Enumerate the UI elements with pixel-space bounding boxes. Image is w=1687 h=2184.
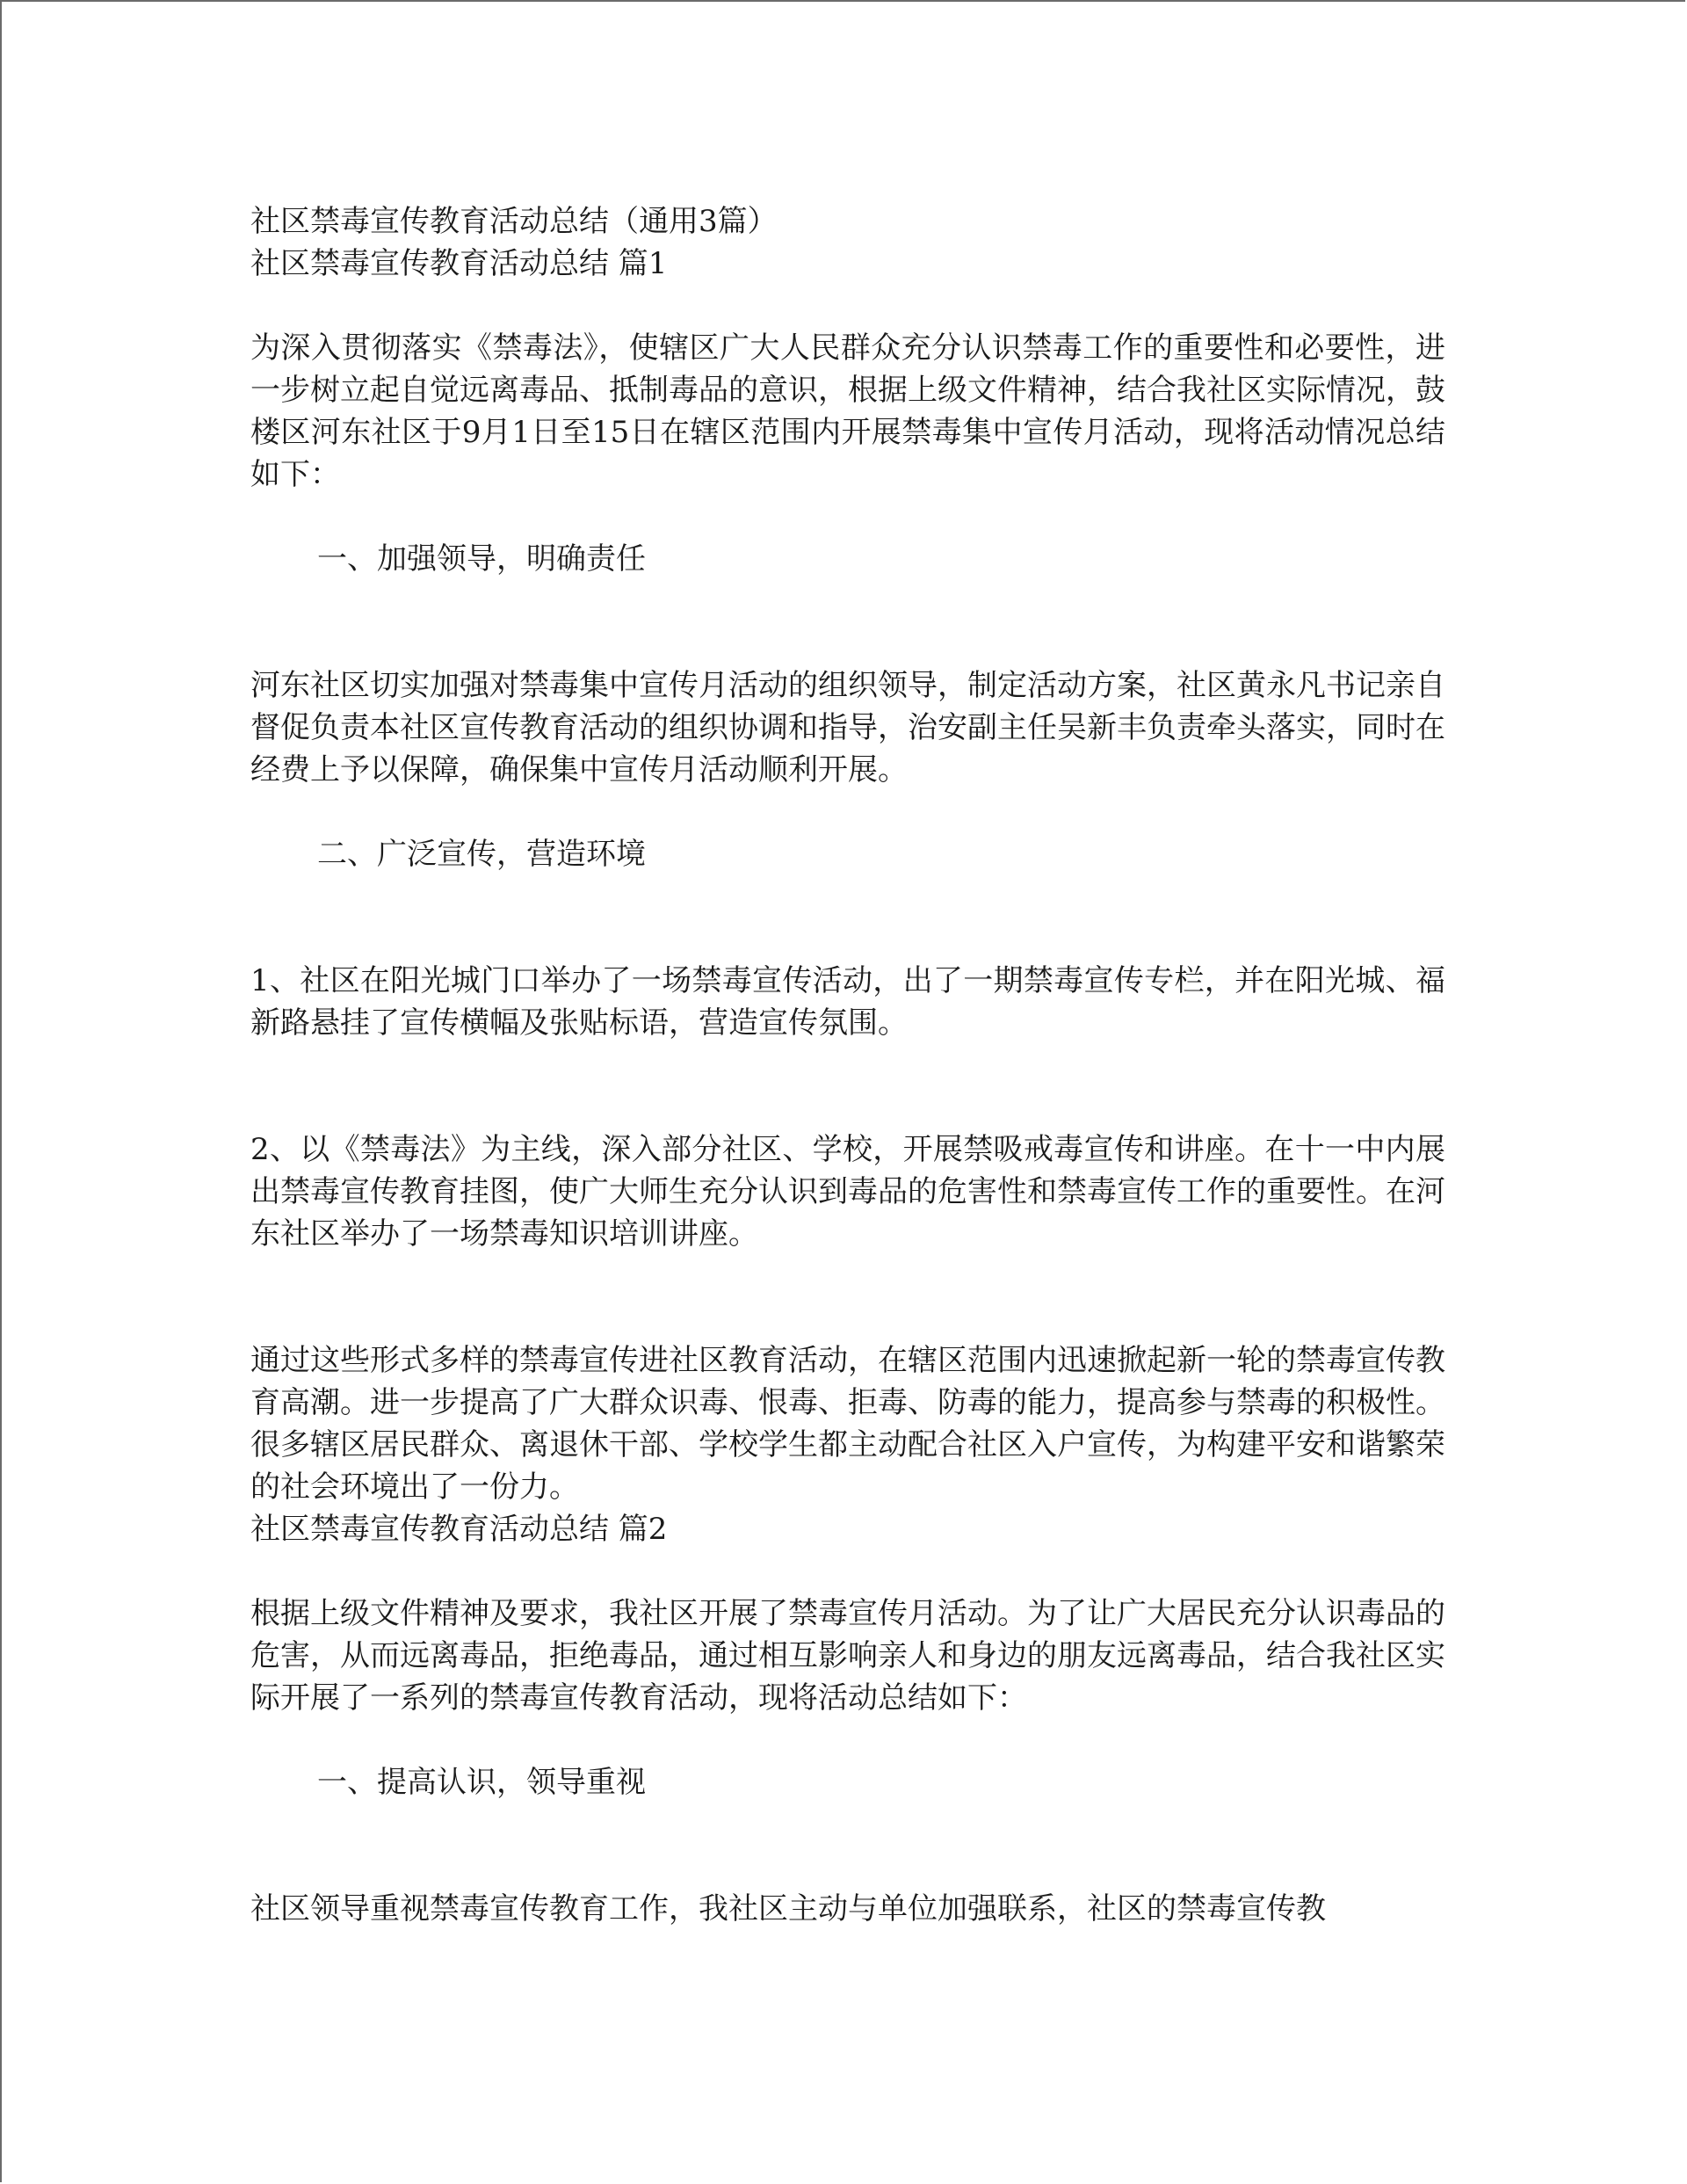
part1-item2-paragraph: 2、以《禁毒法》为主线，深入部分社区、学校，开展禁吸戒毒宣传和讲座。在十一中内展出禁毒宣传教育挂图，使广大师生充分认识到毒品的危害性和禁毒宣传工作的重要性。在河东社区举办了一场禁毒知识培训讲座。 xyxy=(250,1132,1445,1252)
document-body xyxy=(250,200,1445,1930)
part1-section1-title: 一、加强领导，明确责任 xyxy=(317,541,646,577)
part1-section1-paragraph: 河东社区切实加强对禁毒集中宣传月活动的组织领导，制定活动方案，社区黄永凡书记亲自督促负责本社区宣传教育活动的组织协调和指导，治安副主任吴新丰负责牵头落实，同时在经费上予以保障，确保集中宣传月活动顺利开展。 xyxy=(250,668,1445,787)
document-main-title: 社区禁毒宣传教育活动总结（通用3篇） xyxy=(250,204,778,239)
part1-item1-paragraph: 1、社区在阳光城门口举办了一场禁毒宣传活动，出了一期禁毒宣传专栏，并在阳光城、福新路悬挂了宣传横幅及张贴标语，营造宣传氛围。 xyxy=(250,963,1445,1041)
part2-section1-paragraph: 社区领导重视禁毒宣传教育工作，我社区主动与单位加强联系，社区的禁毒宣传教 xyxy=(250,1891,1326,1926)
part1-section2-title: 二、广泛宣传，营造环境 xyxy=(317,837,646,872)
part1-heading: 社区禁毒宣传教育活动总结 篇1 xyxy=(250,246,668,281)
part2-section1-title: 一、提高认识，领导重视 xyxy=(317,1765,646,1800)
part2-intro-paragraph: 根据上级文件精神及要求，我社区开展了禁毒宣传月活动。为了让广大居民充分认识毒品的危害，从而远离毒品，拒绝毒品，通过相互影响亲人和身边的朋友远离毒品，结合我社区实际开展了一系列的禁毒宣传教育活动，现将活动总结如下： xyxy=(250,1596,1445,1716)
part1-intro-paragraph: 为深入贯彻落实《禁毒法》，使辖区广大人民群众充分认识禁毒工作的重要性和必要性，进一步树立起自觉远离毒品、抵制毒品的意识，根据上级文件精神，结合我社区实际情况，鼓楼区河东社区于9月1日至15日在辖区范围内开展禁毒集中宣传月活动，现将活动情况总结如下： xyxy=(250,330,1445,492)
part1-conclusion-paragraph: 通过这些形式多样的禁毒宣传进社区教育活动，在辖区范围内迅速掀起新一轮的禁毒宣传教育高潮。进一步提高了广大群众识毒、恨毒、拒毒、防毒的能力，提高参与禁毒的积极性。很多辖区居民群众、离退休干部、学校学生都主动配合社区入户宣传，为构建平安和谐繁荣的社会环境出了一份力。 xyxy=(250,1343,1445,1505)
part2-heading: 社区禁毒宣传教育活动总结 篇2 xyxy=(250,1512,668,1547)
